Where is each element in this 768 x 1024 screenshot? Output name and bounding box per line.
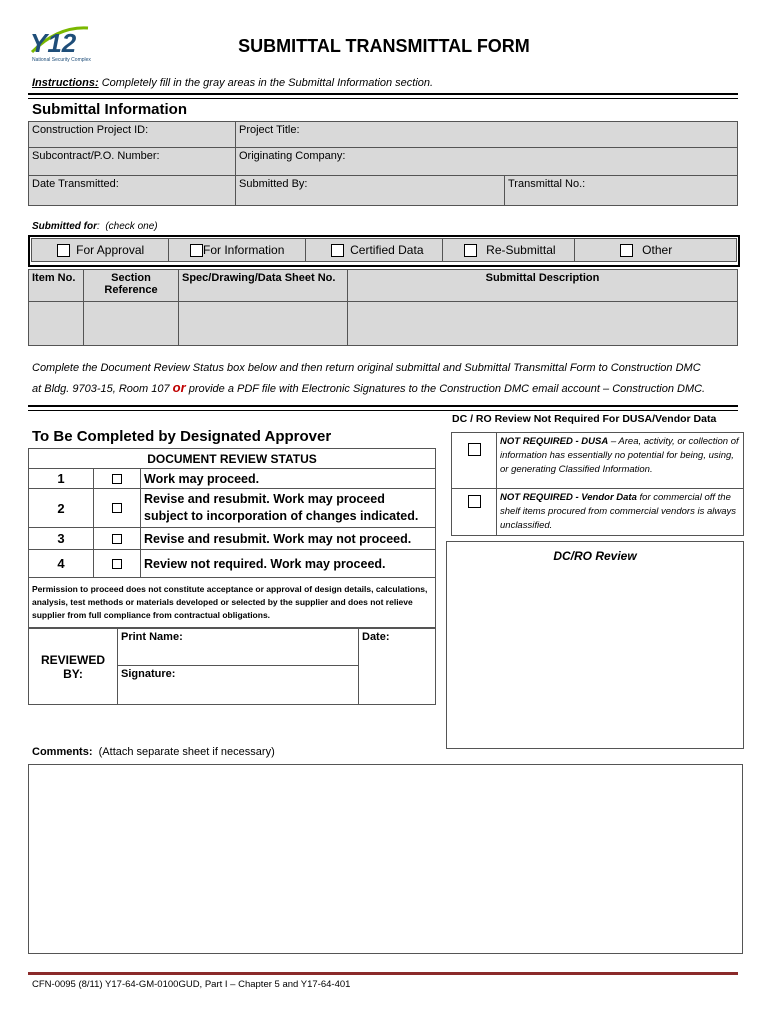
- reviewed-by-table: [28, 628, 436, 705]
- comments-note: (Attach separate sheet if necessary): [98, 746, 275, 758]
- status-checkbox[interactable]: [112, 534, 122, 544]
- vendor-label: NOT REQUIRED - Vendor Data: [500, 492, 637, 503]
- form-title: SUBMITTAL TRANSMITTAL FORM: [238, 36, 530, 56]
- status-row-text: Work may proceed.: [141, 469, 436, 489]
- instructions-part: provide a PDF file with Electronic Signatures to the Construction DMC email account – Construction DMC.: [185, 383, 706, 395]
- submitted-for-options: [28, 235, 740, 267]
- submittal-info-heading: Submittal Information: [32, 101, 187, 118]
- print-name-field[interactable]: Print Name:: [118, 629, 359, 666]
- date-field[interactable]: Date:: [359, 629, 436, 705]
- divider: [28, 93, 738, 99]
- header-item-no: Item No.: [29, 270, 84, 302]
- divider: [28, 405, 738, 411]
- review-instructions: [32, 358, 752, 399]
- construction-project-id-field[interactable]: Construction Project ID:: [29, 122, 236, 148]
- permission-note: Permission to proceed does not constitute acceptance or approval of design details, calculations, analysis, test methods or materials developed or selected by the supplier and does not relieve supplier from full compliance from contractual obligations.: [29, 578, 436, 628]
- status-row-text: Review not required. Work may proceed.: [141, 550, 436, 578]
- logo-text: Y12: [30, 28, 77, 58]
- dcro-heading: DC / RO Review Not Required For DUSA/Vendor Data: [452, 413, 717, 425]
- instructions-part: at Bldg. 9703-15, Room 107: [32, 383, 173, 395]
- comments-box[interactable]: [28, 764, 743, 954]
- check-one-note: (check one): [105, 221, 158, 232]
- vendor-checkbox[interactable]: [468, 495, 481, 508]
- instructions-label: Instructions:: [32, 77, 99, 89]
- dusa-checkbox[interactable]: [468, 443, 481, 456]
- checkbox-icon[interactable]: [620, 244, 633, 257]
- review-instructions-line2: [32, 378, 752, 399]
- option-label: Re-Submittal: [486, 242, 556, 257]
- submittal-description-input[interactable]: [348, 302, 738, 346]
- status-row-num: 1: [29, 469, 94, 489]
- option-label: For Approval: [76, 242, 145, 257]
- status-checkbox[interactable]: [112, 503, 122, 513]
- dcro-table: [451, 432, 744, 536]
- option-certified-data[interactable]: [306, 239, 443, 262]
- header-spec-drawing: Spec/Drawing/Data Sheet No.: [179, 270, 348, 302]
- submitted-for-text: Submitted for: [32, 221, 97, 232]
- dusa-text: [497, 433, 744, 489]
- submitted-for-label: Submitted for: (check one): [32, 221, 158, 232]
- status-row-num: 2: [29, 489, 94, 528]
- date-transmitted-field[interactable]: Date Transmitted:: [29, 176, 236, 206]
- checkbox-icon[interactable]: [464, 244, 477, 257]
- or-emphasis: or: [172, 380, 186, 395]
- originating-company-field[interactable]: Originating Company:: [236, 148, 738, 176]
- status-checkbox[interactable]: [112, 559, 122, 569]
- footer-line: [28, 972, 738, 975]
- submittal-info-table: [28, 121, 738, 206]
- submitted-by-field[interactable]: Submitted By:: [236, 176, 505, 206]
- vendor-description: for commercial off the shelf items procured from commercial vendors is always unclassified.: [500, 492, 736, 531]
- subcontract-po-field[interactable]: Subcontract/P.O. Number:: [29, 148, 236, 176]
- header-section-reference: Section Reference: [84, 270, 179, 302]
- option-label: For Information: [203, 242, 285, 257]
- items-table: [28, 269, 738, 346]
- header-submittal-description: Submittal Description: [348, 270, 738, 302]
- review-instructions-line1: Complete the Document Review Status box below and then return original submittal and Submittal Transmittal Form to Construction DMC: [32, 362, 701, 374]
- instructions-text: Completely fill in the gray areas in the Submittal Information section.: [101, 77, 434, 89]
- status-row-text: Revise and resubmit. Work may proceed subject to incorporation of changes indicated.: [141, 489, 436, 528]
- dusa-description: – Area, activity, or collection of information has essentially no potential for being, using, or generating Classified Information.: [500, 436, 739, 475]
- logo-tagline: National Security Complex: [32, 57, 91, 63]
- reviewed-by-label: REVIEWED BY:: [29, 629, 118, 705]
- option-re-submittal[interactable]: [443, 239, 575, 262]
- instructions: [32, 77, 433, 89]
- checkbox-icon[interactable]: [190, 244, 203, 257]
- comments-title: Comments:: [32, 746, 93, 758]
- item-no-input[interactable]: [29, 302, 84, 346]
- option-for-approval[interactable]: [32, 239, 169, 262]
- spec-drawing-input[interactable]: [179, 302, 348, 346]
- comments-label: [32, 746, 275, 758]
- approver-heading: To Be Completed by Designated Approver: [32, 428, 332, 445]
- dcro-review-box[interactable]: [446, 541, 744, 749]
- status-checkbox[interactable]: [112, 474, 122, 484]
- project-title-field[interactable]: Project Title:: [236, 122, 738, 148]
- option-label: Certified Data: [350, 242, 424, 257]
- section-reference-input[interactable]: [84, 302, 179, 346]
- signature-field[interactable]: Signature:: [118, 666, 359, 705]
- option-other[interactable]: [575, 239, 737, 262]
- dcro-review-title: DC/RO Review: [553, 549, 637, 563]
- checkbox-icon[interactable]: [331, 244, 344, 257]
- review-status-title: DOCUMENT REVIEW STATUS: [29, 449, 436, 469]
- status-row-num: 4: [29, 550, 94, 578]
- review-status-table: [28, 448, 436, 628]
- status-row-num: 3: [29, 528, 94, 550]
- dusa-label: NOT REQUIRED - DUSA: [500, 436, 609, 447]
- checkbox-icon[interactable]: [57, 244, 70, 257]
- status-row-text: Revise and resubmit. Work may not proceed.: [141, 528, 436, 550]
- footer-text: CFN-0095 (8/11) Y17-64-GM-0100GUD, Part I – Chapter 5 and Y17-64-401: [32, 979, 351, 990]
- transmittal-no-field[interactable]: Transmittal No.:: [505, 176, 738, 206]
- option-label: Other: [642, 242, 673, 257]
- vendor-text: [497, 489, 744, 536]
- option-for-information[interactable]: [169, 239, 306, 262]
